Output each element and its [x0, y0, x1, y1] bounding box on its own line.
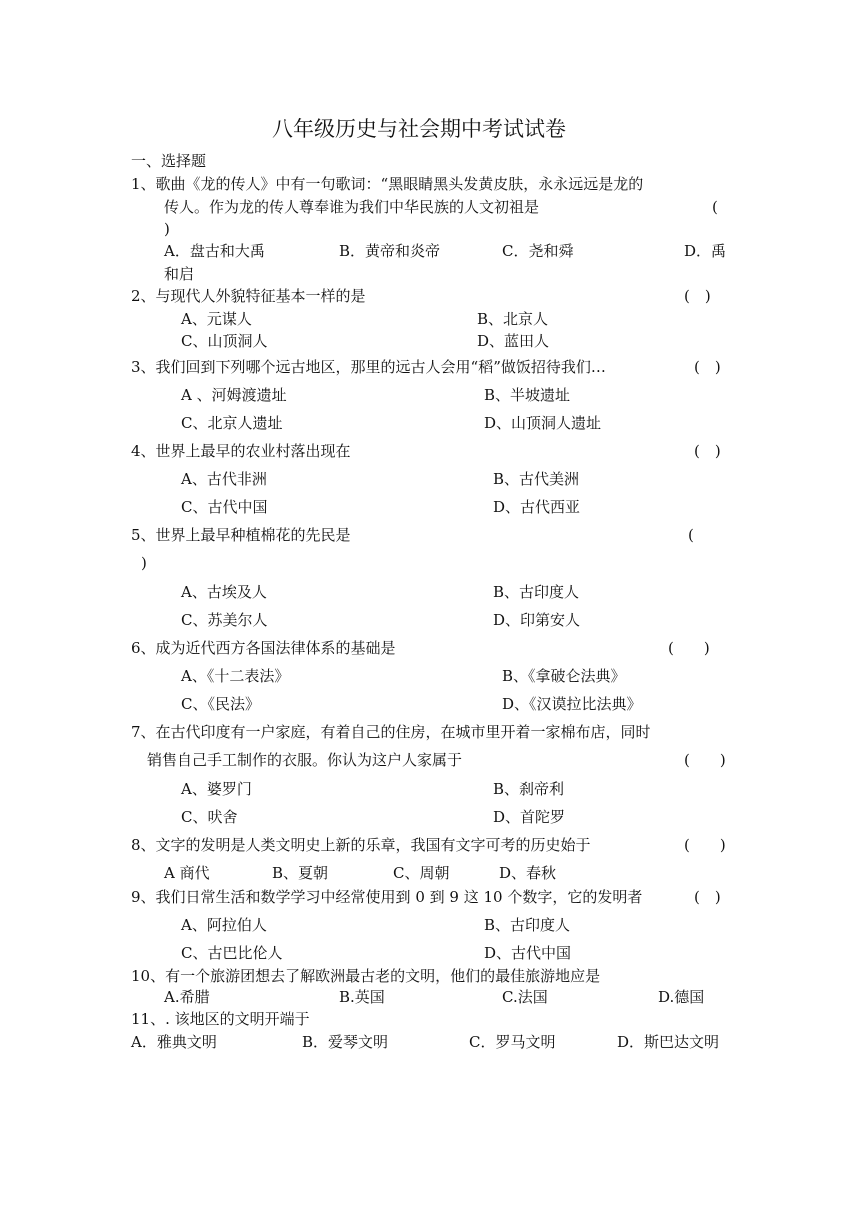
- question-9-stem: 9、我们日常生活和数学学习中经常使用到 0 到 9 这 10 个数字，它的发明者: [131, 888, 643, 906]
- question-5-option-c: C、苏美尔人: [181, 611, 268, 629]
- question-11-option-d: D．斯巴达文明: [617, 1033, 720, 1051]
- question-7-option-c: C、吠舍: [181, 808, 238, 826]
- question-2-bracket: ( ): [684, 287, 711, 305]
- question-10-option-a: A.希腊: [164, 988, 210, 1006]
- question-4-option-a: A、古代非洲: [181, 470, 267, 488]
- question-11-option-b: B．爱琴文明: [302, 1033, 389, 1051]
- question-7-option-a: A、婆罗门: [181, 780, 252, 798]
- question-7-stem-line-1: 7、在古代印度有一户家庭，有着自己的住房，在城市里开着一家棉布店，同时: [131, 723, 651, 741]
- question-3-option-c: C、北京人遗址: [181, 414, 283, 432]
- question-1-option-a: A．盘古和大禹: [164, 242, 265, 260]
- question-4-stem: 4、世界上最早的农业村落出现在: [131, 442, 351, 460]
- question-6-option-b: B、《拿破仑法典》: [502, 667, 626, 685]
- question-8-stem: 8、文字的发明是人类文明史上新的乐章，我国有文字可考的历史始于: [131, 836, 591, 854]
- question-7-bracket: ( ): [684, 751, 726, 769]
- question-1-option-b: B．黄帝和炎帝: [339, 242, 441, 260]
- question-11-option-c: C．罗马文明: [469, 1033, 556, 1051]
- question-6-bracket: ( ): [668, 639, 710, 657]
- question-5-stem: 5、世界上最早种植棉花的先民是: [131, 526, 351, 544]
- question-10-option-b: B.英国: [339, 988, 385, 1006]
- question-8-option-c: C、周朝: [393, 864, 450, 882]
- question-2-stem: 2、与现代人外貌特征基本一样的是: [131, 287, 366, 305]
- question-9-option-b: B、古印度人: [484, 916, 571, 934]
- question-10-option-d: D.德国: [658, 988, 705, 1006]
- section-heading: 一、选择题: [131, 152, 207, 170]
- question-1-bracket-close: ): [164, 220, 170, 238]
- question-9-bracket: ( ): [694, 888, 721, 906]
- question-1-stem-line-2: 传人。作为龙的传人尊奉谁为我们中华民族的人文初祖是: [164, 198, 540, 216]
- question-7-option-d: D、首陀罗: [493, 808, 566, 826]
- question-5-option-b: B、古印度人: [493, 583, 580, 601]
- question-3-option-d: D、山顶洞人遗址: [484, 414, 602, 432]
- question-6-option-c: C、《民法》: [181, 695, 260, 713]
- question-2-option-d: D、蓝田人: [477, 332, 550, 350]
- question-3-option-b: B、半坡遗址: [484, 386, 571, 404]
- question-8-option-b: B、夏朝: [272, 864, 329, 882]
- page-title: 八年级历史与社会期中考试试卷: [272, 117, 566, 141]
- question-1-stem-line-1: 1、歌曲《龙的传人》中有一句歌词：“黑眼睛黑头发黄皮肤，永永远远是龙的: [131, 175, 644, 193]
- question-6-option-a: A、《十二表法》: [181, 667, 290, 685]
- question-10-option-c: C.法国: [502, 988, 548, 1006]
- question-5-option-a: A、古埃及人: [181, 583, 267, 601]
- question-2-option-c: C、山顶洞人: [181, 332, 268, 350]
- question-3-bracket: ( ): [694, 358, 721, 376]
- question-6-stem: 6、成为近代西方各国法律体系的基础是: [131, 639, 396, 657]
- question-4-option-d: D、古代西亚: [493, 498, 581, 516]
- question-1-bracket-open: (: [712, 198, 718, 216]
- question-6-option-d: D、《汉谟拉比法典》: [502, 695, 642, 713]
- question-5-bracket-open: (: [688, 526, 694, 544]
- question-5-option-d: D、印第安人: [493, 611, 581, 629]
- question-7-stem-line-2: 销售自己手工制作的衣服。你认为这户人家属于: [147, 751, 463, 769]
- question-4-option-b: B、古代美洲: [493, 470, 580, 488]
- question-11-stem: 11、. 该地区的文明开端于: [131, 1010, 310, 1028]
- question-1-option-d-wrap: 和启: [164, 265, 195, 283]
- question-5-bracket-close: ): [141, 554, 147, 572]
- question-8-bracket: ( ): [684, 836, 726, 854]
- question-1-option-c: C．尧和舜: [502, 242, 574, 260]
- question-4-option-c: C、古代中国: [181, 498, 268, 516]
- question-11-option-a: A．雅典文明: [131, 1033, 217, 1051]
- question-8-option-d: D、春秋: [499, 864, 557, 882]
- question-3-stem: 3、我们回到下列哪个远古地区，那里的远古人会用“稻”做饭招待我们…: [131, 358, 606, 376]
- question-3-option-a: A 、河姆渡遗址: [181, 386, 287, 404]
- question-4-bracket: ( ): [694, 442, 721, 460]
- question-9-option-d: D、古代中国: [484, 944, 572, 962]
- question-2-option-a: A、元谋人: [181, 310, 252, 328]
- question-9-option-a: A、阿拉伯人: [181, 916, 267, 934]
- question-8-option-a: A 商代: [164, 864, 210, 882]
- question-7-option-b: B、刹帝利: [493, 780, 565, 798]
- question-2-option-b: B、北京人: [477, 310, 549, 328]
- question-10-stem: 10、有一个旅游团想去了解欧洲最古老的文明，他们的最佳旅游地应是: [131, 967, 601, 985]
- question-9-option-c: C、古巴比伦人: [181, 944, 283, 962]
- question-1-option-d: D．禹: [684, 242, 727, 260]
